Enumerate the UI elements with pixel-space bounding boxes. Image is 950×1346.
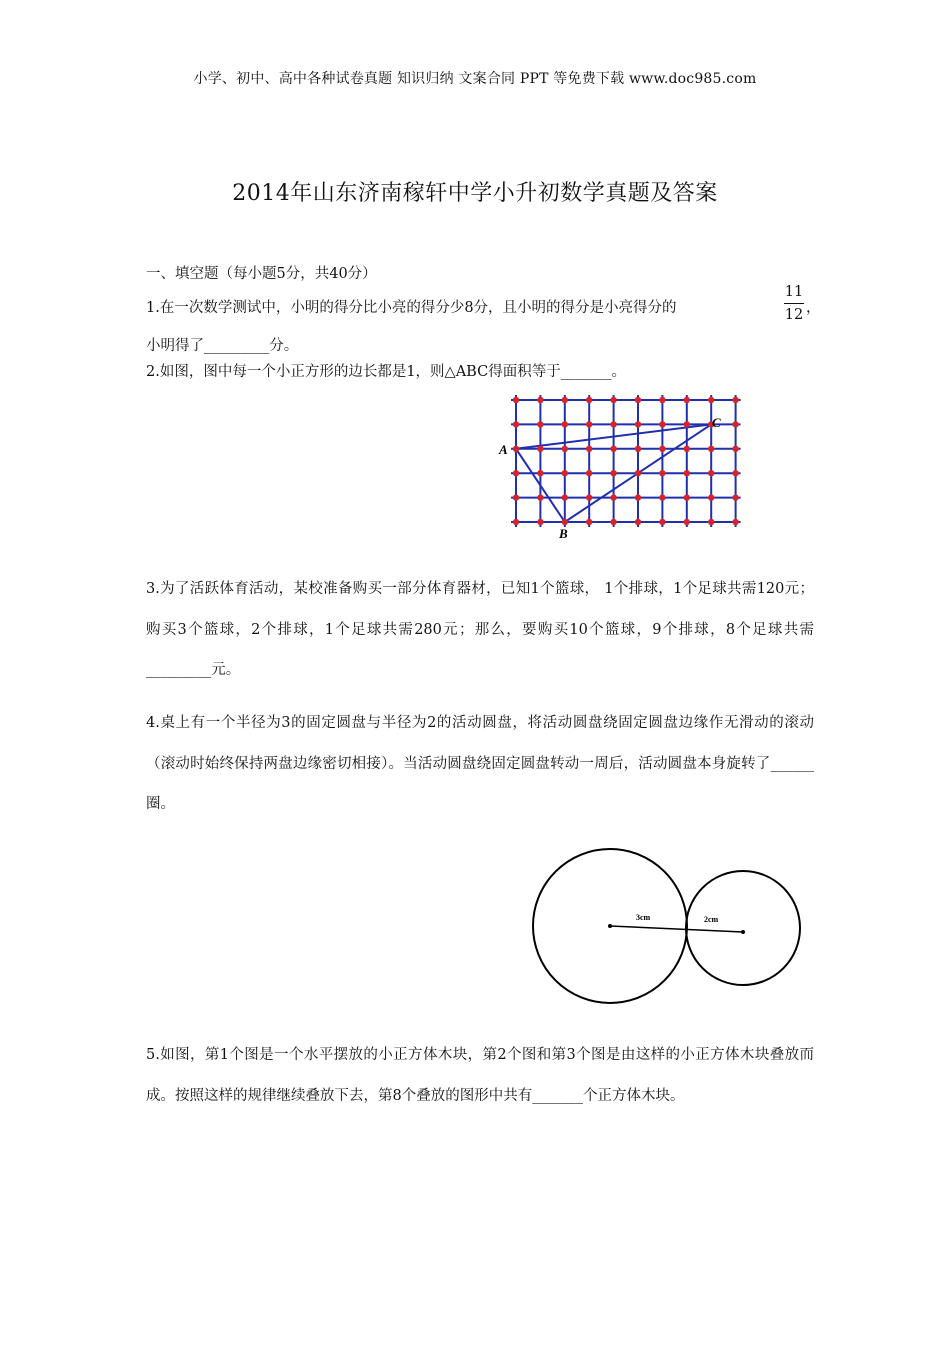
grid-dot: [537, 421, 543, 427]
grid-dot: [659, 397, 665, 403]
grid-dot: [684, 397, 690, 403]
label-3cm: 3cm: [636, 913, 651, 922]
grid-dot: [586, 519, 592, 525]
question-1-line-2: 小明得了_________分。: [146, 338, 299, 354]
page-header: 小学、初中、高中各种试卷真题 知识归纳 文案合同 PPT 等免费下载 www.doc985.com: [193, 71, 757, 87]
grid-dot: [586, 421, 592, 427]
grid-dot: [537, 519, 543, 525]
grid-dot: [732, 519, 738, 525]
grid-dot: [537, 397, 543, 403]
moving-circle: [686, 871, 800, 985]
grid-dot: [610, 494, 616, 500]
page-title: 2014年山东济南稼轩中学小升初数学真题及答案: [232, 181, 718, 206]
grid-dot: [684, 494, 690, 500]
grid-dot: [562, 446, 568, 452]
label-b: B: [559, 526, 568, 541]
fraction-denominator: 12: [784, 307, 804, 323]
grid-dot: [586, 470, 592, 476]
grid-dot: [610, 421, 616, 427]
grid-dot: [562, 470, 568, 476]
grid-dot: [513, 519, 519, 525]
fraction-numerator: 11: [784, 284, 804, 300]
question-3-text: 3.为了活跃体育活动，某校准备购买一部分体育器材，已知1个篮球， 1个排球，1个足球共需120元；购买3个篮球，2个排球，1个足球共需280元；那么，要购买10个篮球，9个排球，8个足球共需_________元。: [146, 581, 814, 678]
fraction-bar: [784, 303, 804, 304]
label-2cm: 2cm: [704, 915, 719, 924]
grid-dot: [537, 446, 543, 452]
question-1-line-1: 1.在一次数学测试中，小明的得分比小亮的得分少8分，且小明的得分是小亮得分的: [146, 300, 677, 316]
moving-center: [741, 930, 745, 934]
grid-dot: [732, 421, 738, 427]
grid-dot: [610, 470, 616, 476]
circles-figure: [528, 846, 808, 1010]
grid-dot: [732, 494, 738, 500]
fraction-11-12: [784, 282, 804, 325]
grid-dot: [562, 519, 568, 525]
grid-dot: [732, 470, 738, 476]
grid-dot: [635, 446, 641, 452]
grid-dot: [513, 421, 519, 427]
grid-dot: [513, 446, 519, 452]
grid-dot: [513, 397, 519, 403]
question-5-text: 5.如图，第1个图是一个水平摆放的小正方体木块，第2个图和第3个图是由这样的小正方体木块叠放而成。按照这样的规律继续叠放下去，第8个叠放的图形中共有_______个正方体木块。: [146, 1047, 814, 1104]
grid-dot: [732, 397, 738, 403]
grid-dot: [708, 446, 714, 452]
grid-dot: [708, 494, 714, 500]
grid-dot: [684, 519, 690, 525]
grid-dot: [659, 446, 665, 452]
grid-dot: [537, 470, 543, 476]
radius-line: [610, 926, 743, 932]
grid-dot: [635, 397, 641, 403]
grid-dot: [513, 494, 519, 500]
question-4-text: 4.桌上有一个半径为3的固定圆盘与半径为2的活动圆盘，将活动圆盘绕固定圆盘边缘作无滑动的滚动（滚动时始终保持两盘边缘密切相接）。当活动圆盘绕固定圆盘转动一周后，活动圆盘本身旋转了______圈。: [146, 715, 814, 812]
grid-dot: [586, 397, 592, 403]
grid-dot: [586, 494, 592, 500]
fixed-center: [608, 924, 612, 928]
grid-dot: [659, 519, 665, 525]
grid-dot: [562, 421, 568, 427]
grid-lines: [511, 395, 741, 527]
grid-dot: [684, 446, 690, 452]
grid-dot: [635, 519, 641, 525]
grid-dot: [708, 397, 714, 403]
grid-dot: [513, 470, 519, 476]
grid-dot: [562, 397, 568, 403]
grid-dot: [562, 494, 568, 500]
grid-dot: [635, 421, 641, 427]
grid-dot: [586, 446, 592, 452]
grid-dot: [610, 519, 616, 525]
grid-dot: [610, 397, 616, 403]
grid-dot: [610, 446, 616, 452]
grid-dot: [732, 446, 738, 452]
grid-dot: [684, 470, 690, 476]
grid-dot: [659, 470, 665, 476]
question-1-comma: ，: [806, 300, 821, 316]
grid-dot: [708, 470, 714, 476]
question-2-text: 2.如图，图中每一个小正方形的边长都是1，则△ABC得面积等于_______。: [146, 364, 626, 380]
section-heading: 一、填空题（每小题5分，共40分）: [146, 266, 377, 282]
grid-dot: [635, 470, 641, 476]
grid-dot: [635, 494, 641, 500]
grid-dot: [708, 519, 714, 525]
label-c: C: [712, 415, 721, 430]
label-a: A: [499, 442, 508, 457]
grid-dots: [513, 397, 739, 525]
triangle-grid-figure: [495, 392, 750, 544]
grid-dot: [659, 421, 665, 427]
grid-dot: [659, 494, 665, 500]
grid-dot: [684, 421, 690, 427]
grid-dot: [537, 494, 543, 500]
